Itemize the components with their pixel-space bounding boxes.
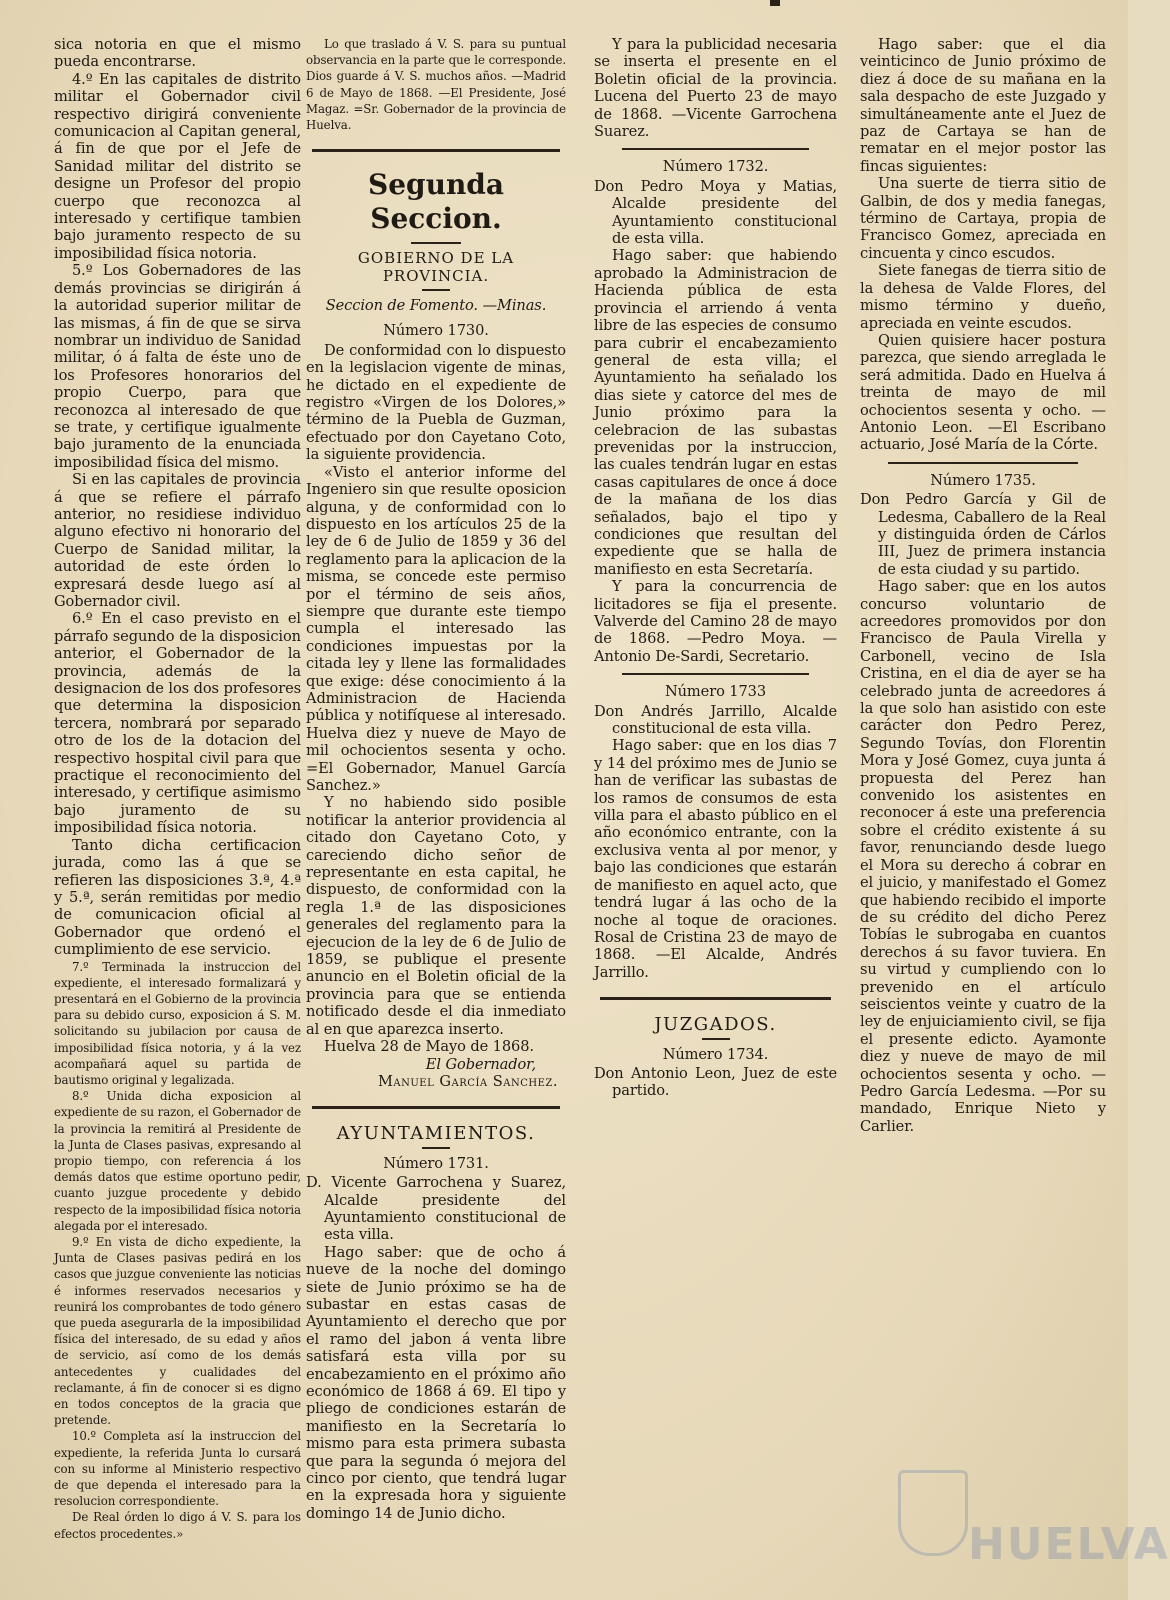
section-rule xyxy=(312,1106,560,1109)
notice-1734-item: Siete fanegas de tierra sitio de la dehesa de Valde Flores, del mismo término y dueño, apreciada en veinte escudos. xyxy=(860,262,1106,332)
heading-dash xyxy=(702,1038,730,1040)
notice-1734-head: Don Antonio Leon, Juez de este partido. xyxy=(594,1064,837,1100)
column-2 xyxy=(306,36,566,1581)
notice-1730-para: «Visto el anterior informe del Ingeniero sin que resulte oposicion alguna, y de conformidad con lo dispuesto en los artículos 25 de la ley de 6 de Julio de 1859 y 36 del reglamento para la aplicacion de la misma, se concede este permiso por el término de seis años, siempre que durante este tiempo cumpla el interesado las condiciones impuestas por la citada ley y llene las formalidades que exige: dése conocimiento á la Administracion de Hacienda pública y notifíquese al interesado. Huelva diez y nueve de Mayo de mil ochocientos sesenta y ocho. =El Gobernador, Manuel García Sanchez.» xyxy=(306,463,566,794)
column-1-paragraph: 5.º Los Gobernadores de las demás provincias se dirigirán á la autoridad superior militar de las mismas, á fin de que se sirva nombrar un individuo de Sanidad militar, ó á falta de éste uno de los Profesores honorarios del propio Cuerpo, para que reconozca al interesado de que se trate, y certifique igualmente bajo juramento de la enunciada imposibilidad física del mismo. xyxy=(54,262,301,471)
column-3 xyxy=(594,36,837,1581)
gov-dash xyxy=(422,289,450,291)
column-1-paragraph: Tanto dicha certificacion jurada, como las á que se refieren las disposiciones 3.ª, 4.ª y 5.ª, serán remitidas por medio de comunicacion oficial al Gobernador que ordenó el cumplimiento de ese servicio. xyxy=(54,836,301,959)
section-title: Segunda Seccion. xyxy=(367,168,505,236)
column-1-paragraph: Si en las capitales de provincia á que se refiere el párrafo anterior, no residiese individuo alguno efectivo ni honorario del Cuerpo de Sanidad militar, la autoridad de este órden lo expresará desde luego así al Gobernador civil. xyxy=(54,471,301,610)
ink-mark xyxy=(770,0,780,6)
column-1-paragraph: 10.º Completa así la instruccion del expediente, la referida Junta lo cursará con su informe al Ministerio respectivo de que dependa el interesado para la resolucion correspondiente. xyxy=(54,1429,301,1509)
library-watermark xyxy=(898,1470,1170,1590)
column-1 xyxy=(54,36,301,1581)
notice-1732-head: Don Pedro Moya y Matias, Alcalde presidente del Ayuntamiento constitucional de esta villa. xyxy=(594,177,837,248)
column-4 xyxy=(860,36,1106,1581)
notice-1732-end: Y para la concurrencia de licitadores se fija el presente. Valverde del Camino 28 de mayo de 1868. —Pedro Moya. —Antonio De-Sardi, Secretario. xyxy=(594,578,837,665)
section-rule xyxy=(600,997,831,1000)
notice-1735-head: Don Pedro García y Gil de Ledesma, Caballero de la Real y distinguida órden de Cárlos III, Juez de primera instancia de esta ciudad y su partido. xyxy=(860,491,1106,578)
notice-1730-para: Y no habiendo sido posible notificar la anterior providencia al citado don Cayetano Coto, y careciendo dicho señor de representante en esta capital, he dispuesto, de conformidad con la regla 1.ª de las disposiciones generales del reglamento para la ejecucion de la ley de 6 de Julio de 1859, se publique el presente anuncio en el Boletin oficial de la provincia para que se entienda notificado desde el dia inmediato al en que aparezca inserto. xyxy=(306,794,566,1038)
notice-1730-date: Huelva 28 de Mayo de 1868. xyxy=(324,1038,534,1056)
notice-number-1731: Número 1731. xyxy=(383,1154,489,1172)
fomento-heading: Seccion de Fomento. —Minas. xyxy=(325,297,547,315)
notice-1735-body: Hago saber: que en los autos concurso voluntario de acreedores promovidos por don Francisco de Paula Virella y Carbonell, vecino de Isla Cristina, en el dia de ayer se ha celebrado junta de acreedores á la que solo han asistido con este carácter don Pedro Perez, Segundo Tovías, don Florentin Mora y José Gomez, cuya junta á propuesta del Perez han convenido los asistentes en reconocer á este una preferencia sobre el crédito existente á su favor, renunciando desde luego el Mora su derecho á cobrar en el juicio, y manifestado el Gomez que habiendo recibido el importe de su crédito del dicho Perez Tobías le subrogaba en cuantos derechos á su favor tuviera. En su virtud y cumpliendo con lo prevenido en el artículo seiscientos veinte y cuatro de la ley de enjuiciamiento civil, se fija el presente edicto. Ayamonte diez y nueve de mayo de mil ochocientos sesenta y ocho. —Pedro García Ledesma. —Por su mandado, Enrique Nieto y Carlier. xyxy=(860,578,1106,1135)
column-1-paragraph: 4.º En las capitales de distrito militar el Gobernador civil respectivo dirigirá conveniente comunicacion al Capitan general, á fin de que por el Jefe de Sanidad militar del distrito se designe un Profesor del propio cuerpo que reconozca al interesado y certifique tambien bajo juramento respecto de su imposibilidad física notoria. xyxy=(54,70,301,262)
signature-name: Manuel García Sanchez. xyxy=(377,1072,558,1090)
notice-1733-body: Hago saber: que en los dias 7 y 14 del próximo mes de Junio se han de verificar las subastas de los ramos de consumos de esta villa para el abasto público en el año económico entrante, con la exclusiva venta al por menor, y bajo las condiciones que estarán de manifiesto en aquel acto, que tendrá lugar á las ocho de la noche al toque de oraciones. Rosal de Cristina 23 de mayo de 1868. —El Alcalde, Andrés Jarrillo. xyxy=(594,737,837,981)
transmittal-notice: Lo que traslado á V. S. para su puntual observancia en la parte que le corresponde. Dios guarde á V. S. muchos años. —Madrid 6 de Mayo de 1868. —El Presidente, José Magaz. =Sr. Gobernador de la provincia de Huelva. xyxy=(306,37,566,133)
notice-rule xyxy=(622,673,809,675)
column-1-paragraph: sica notoria en que el mismo pueda encontrarse. xyxy=(54,36,301,71)
column-1-paragraph: 7.º Terminada la instruccion del expediente, el interesado formalizará y presentará en el Gobierno de la provincia para su debido curso, exposicion á S. M. solicitando su jubilacion por causa de imposibilidad física notoria, y á la vez acompañará aquel su partida de bautismo original y legalizada. xyxy=(54,959,301,1087)
notice-rule xyxy=(888,462,1078,464)
notice-1734-item: Quien quisiere hacer postura parezca, que siendo arreglada le será admitida. Dado en Huelva á treinta de mayo de mil ochocientos sesenta y ocho. —Antonio Leon. —El Escribano actuario, José María de la Córte. xyxy=(860,331,1106,454)
notice-number-1730: Número 1730. xyxy=(383,322,489,340)
column-1-paragraph: De Real órden lo digo á V. S. para los efectos procedentes.» xyxy=(54,1510,301,1541)
watermark-text: HUELVA xyxy=(968,1519,1170,1570)
notice-1734-body: Hago saber: que el dia veinticinco de Junio próximo de diez á doce de su mañana en la sala despacho de este Juzgado y simultáneamente ante el Juez de paz de Cartaya se han de rematar en el mejor postor las fincas siguientes: xyxy=(860,36,1106,175)
notice-1732-body: Hago saber: que habiendo aprobado la Administracion de Hacienda pública de esta provincia el arriendo á venta libre de las especies de consumo para cubrir el encabezamiento general de esta villa; el Ayuntamiento ha señalado los dias siete y catorce del mes de Junio próximo para la celebracion de las subastas prevenidas por la instruccion, las cuales tendrán lugar en estas casas capitulares de once á doce de la mañana de los dias señalados, bajo el tipo y condiciones que resultan del expediente que se halla de manifiesto en esta Secretaría. xyxy=(594,247,837,578)
column-1-paragraph: 9.º En vista de dicho expediente, la Junta de Clases pasivas pedirá en los casos que juzgue conveniente las noticias é informes reservados necesarios y reunirá los comprobantes de todo género que pueda asegurarla de la imposibilidad física del interesado, de su edad y años de servicio, así como de los demás antecedentes y cualidades del reclamante, á fin de conocer si es digno en todos conceptos de la gracia que pretende. xyxy=(54,1234,301,1428)
title-dash xyxy=(411,242,461,244)
column-1-paragraph: 6.º En el caso previsto en el párrafo segundo de la disposicion anterior, el Gobernador de la provincia, además de la designacion de los dos profesores que determina la disposicion tercera, nombrará por separado otro de los de la dotacion del respectivo hospital civil para que practique el reconocimiento del interesado, y certifique asimismo bajo juramento de su imposibilidad física notoria. xyxy=(54,610,301,837)
notice-1730-para: De conformidad con lo dispuesto en la legislacion vigente de minas, he dictado en el expediente de registro «Virgen de los Dolores,» término de la Puebla de Guzman, efectuado por don Cayetano Coto, la siguiente providencia. xyxy=(306,341,566,464)
notice-number-1733: Número 1733 xyxy=(664,683,767,701)
notice-1731-body: Hago saber: que de ocho á nueve de la noche del domingo siete de Junio próximo se ha de subastar en estas casas de Ayuntamiento el derecho que por el ramo del jabon á venta libre satisfará esta villa por su encabezamiento en el próximo año económico de 1868 á 69. El tipo y pliego de condiciones estarán de manifiesto en la Secretaría lo mismo para esta primera subasta que para la segunda ó mejora del cinco por ciento, que tendrá lugar en la expresada hora y siguiente domingo 14 de Junio dicho. xyxy=(306,1243,566,1522)
notice-1734-item: Una suerte de tierra sitio de Galbin, de dos y media fanegas, término de Cartaya, propia de Francisco Gomez, apreciada en cincuenta y cinco escudos. xyxy=(860,175,1106,262)
notice-number-1732: Número 1732. xyxy=(662,158,769,176)
notice-number-1735: Número 1735. xyxy=(930,471,1036,489)
shield-icon xyxy=(898,1470,968,1556)
notice-1731-head: D. Vicente Garrochena y Suarez, Alcalde presidente del Ayuntamiento constitucional de esta villa. xyxy=(306,1174,566,1244)
notice-number-1734: Número 1734. xyxy=(662,1045,769,1063)
notice-1731-end: Y para la publicidad necesaria se inserta el presente en el Boletin oficial de la provincia. Lucena del Puerto 23 de mayo de 1868. —Vicente Garrochena Suarez. xyxy=(594,36,837,141)
column-1-paragraph: 8.º Unida dicha exposicion al expediente de su razon, el Gobernador de la provincia la remitirá al Presidente de la Junta de Clases pasivas, expresando al propio tiempo, con referencia á los demás datos que estime oportuno pedir, cuanto juzgue procedente y debido respecto de la imposibilidad física notoria alegada por el interesado. xyxy=(54,1089,301,1233)
signature-title: El Gobernador, xyxy=(425,1055,536,1073)
section-rule xyxy=(312,149,560,152)
notice-rule xyxy=(622,148,809,150)
gov-title: GOBIERNO DE LA PROVINCIA. xyxy=(357,249,515,285)
ayuntamientos-heading: AYUNTAMIENTOS. xyxy=(336,1123,536,1145)
juzgados-heading: JUZGADOS. xyxy=(654,1014,777,1036)
notice-1733-head: Don Andrés Jarrillo, Alcalde constitucional de esta villa. xyxy=(594,702,837,738)
heading-dash xyxy=(422,1147,450,1149)
